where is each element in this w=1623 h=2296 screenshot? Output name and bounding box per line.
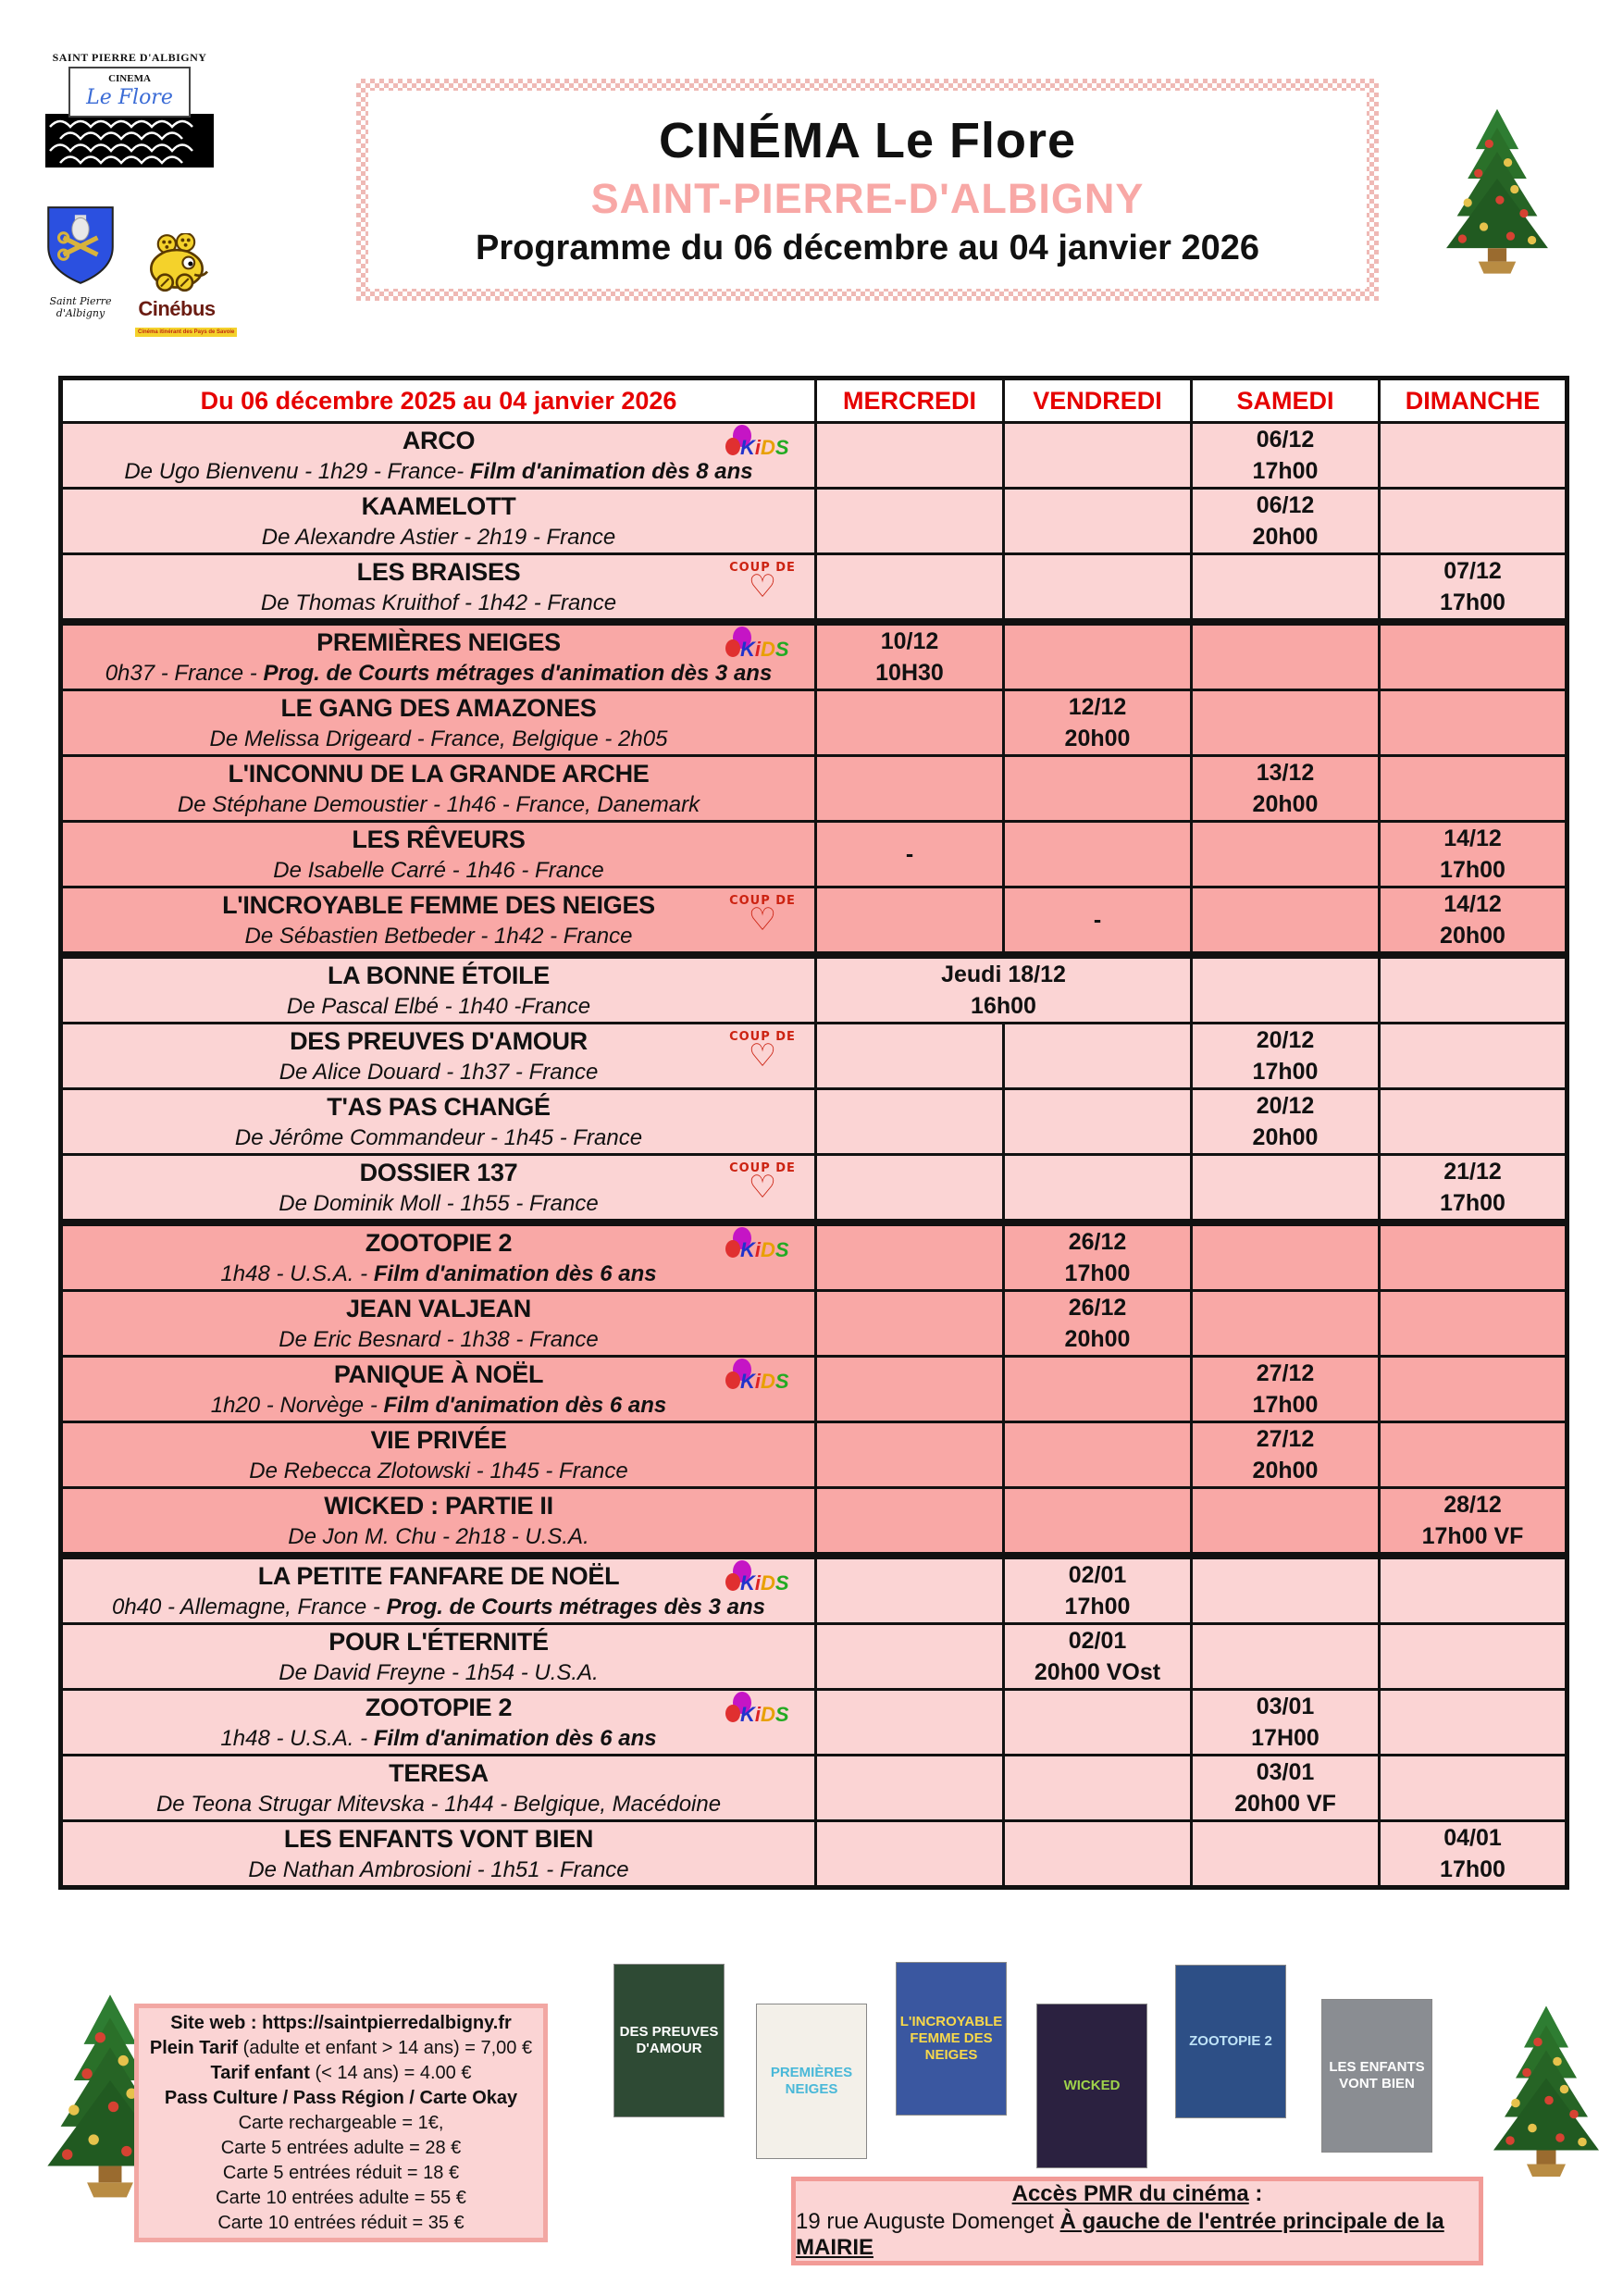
schedule-cell-vendredi [1004, 1690, 1192, 1756]
schedule-cell-mercredi [816, 690, 1004, 756]
schedule-cell-samedi [1192, 1422, 1380, 1488]
film-title: DES PREUVES D'AMOUR [290, 1026, 588, 1055]
showtime-line: 26/12 [1068, 1295, 1127, 1321]
film-poster-title: ZOOTOPIE 2 [1189, 2033, 1272, 2049]
schedule-cell-mercredi [816, 423, 1004, 489]
film-row [61, 1155, 1567, 1223]
film-info-cell [61, 1422, 816, 1488]
schedule-cell-mercredi [816, 1488, 1004, 1557]
film-row [61, 489, 1567, 554]
schedule-cell-vendredi [1004, 756, 1192, 822]
showtime-line: - [1093, 907, 1102, 933]
pricing-line: Carte rechargeable = 1€, [238, 2112, 444, 2133]
showtime-line: 17h00 [1440, 857, 1505, 883]
schedule-cell-mercredi [816, 1422, 1004, 1488]
film-row [61, 423, 1567, 489]
schedule-cell-mercredi [816, 1222, 1004, 1291]
film-title: T'AS PAS CHANGÉ [327, 1092, 551, 1121]
film-details: 0h40 - Allemagne, France - Prog. de Courts métrages dès 3 ans [111, 1594, 766, 1620]
schedule-cell-mercredi [816, 554, 1004, 623]
film-title: LES RÊVEURS [352, 825, 526, 853]
film-poster-title: LES ENFANTS VONT BIEN [1329, 2059, 1425, 2091]
showtime-line: 17H00 [1251, 1725, 1319, 1751]
film-row [61, 756, 1567, 822]
film-details: 1h20 - Norvège - Film d'animation dès 6 ans [210, 1392, 667, 1418]
schedule-cell-mercredi [816, 822, 1004, 887]
schedule-cell-samedi [1192, 622, 1380, 690]
schedule-cell-samedi [1192, 1222, 1380, 1291]
coup-de-coeur-heart-icon: COUP DE ♡ [729, 1030, 796, 1074]
schedule-cell-mercredi [816, 887, 1004, 956]
pricing-line: Site web : https://saintpierredalbigny.fr [170, 2012, 512, 2033]
showtime-line: 17h00 [1440, 590, 1505, 615]
schedule-cell-dimanche [1380, 1756, 1567, 1821]
showtime-line: 17h00 [1440, 1856, 1505, 1882]
cinebus-name: Cinébus [138, 297, 216, 320]
cinebus-bus-icon [137, 233, 217, 294]
schedule-cell-samedi [1192, 1357, 1380, 1422]
logo-sign [68, 67, 191, 118]
film-details: 1h48 - U.S.A. - Film d'animation dès 6 ans [220, 1725, 657, 1751]
showtime-line: 02/01 [1068, 1562, 1127, 1588]
showtime-line: 20h00 [1252, 1124, 1319, 1150]
film-info-cell [61, 1488, 816, 1557]
schedule-cell-vendredi [1004, 1624, 1192, 1690]
schedule-cell-dimanche [1380, 1690, 1567, 1756]
film-title: LE GANG DES AMAZONES [280, 693, 597, 722]
film-info-cell [61, 1291, 816, 1357]
film-title: DOSSIER 137 [359, 1158, 518, 1186]
schedule-cell-samedi [1192, 1089, 1380, 1155]
showtime-line: 20h00 [1064, 1326, 1131, 1352]
film-details: De Thomas Kruithof - 1h42 - France [260, 590, 617, 615]
film-row [61, 1690, 1567, 1756]
schedule-cell-samedi [1192, 1556, 1380, 1624]
film-details: De Alexandre Astier - 2h19 - France [261, 524, 616, 550]
showtime-line: 17h00 [1064, 1594, 1131, 1620]
showtime-line: 27/12 [1256, 1360, 1315, 1386]
showtime-line: 06/12 [1256, 427, 1315, 453]
showtime-line: 17h00 [1252, 1392, 1319, 1418]
logo-cinema-name: Le Flore [86, 86, 173, 109]
showtime-line: 07/12 [1443, 558, 1502, 584]
schedule-cell-dimanche [1380, 1357, 1567, 1422]
schedule-cell-vendredi [1004, 1422, 1192, 1488]
schedule-cell-samedi [1192, 554, 1380, 623]
coup-de-coeur-heart-icon: COUP DE ♡ [729, 561, 796, 605]
film-row [61, 1024, 1567, 1089]
film-row [61, 1222, 1567, 1291]
film-details: De Stéphane Demoustier - 1h46 - France, Danemark [177, 791, 700, 817]
schedule-cell-vendredi [1004, 1357, 1192, 1422]
showtime-line: 12/12 [1068, 694, 1127, 720]
showtime-line: 03/01 [1256, 1694, 1315, 1719]
film-info-cell [61, 690, 816, 756]
film-details: De Ugo Bienvenu - 1h29 - France- Film d'animation dès 8 ans [124, 458, 753, 484]
film-details: De Melissa Drigeard - France, Belgique - 2h05 [209, 726, 668, 751]
theater-seats-icon [45, 114, 214, 168]
film-title: JEAN VALJEAN [346, 1294, 531, 1322]
film-info-cell [61, 1024, 816, 1089]
logo-town-name: SAINT PIERRE D'ALBIGNY [52, 51, 207, 64]
schedule-cell-vendredi [1004, 887, 1192, 956]
showtime-line: 03/01 [1256, 1759, 1315, 1785]
showtime-line: 20h00 [1252, 791, 1319, 817]
film-info-cell [61, 887, 816, 956]
schedule-cell-mercredi [816, 1357, 1004, 1422]
showtime-line: 20h00 [1252, 524, 1319, 550]
pricing-line: Carte 5 entrées réduit = 18 € [222, 2162, 460, 2183]
schedule-cell-mercredi [816, 1690, 1004, 1756]
showtime-line: Jeudi 18/12 [941, 962, 1066, 987]
schedule-cell-dimanche [1380, 1488, 1567, 1557]
schedule-cell-mercredi [816, 1024, 1004, 1089]
schedule-cell-samedi [1192, 1488, 1380, 1557]
schedule-cell-vendredi [1004, 1089, 1192, 1155]
film-poster [1036, 2004, 1147, 2168]
cinema-le-flore-logo [37, 51, 222, 168]
film-details: 0h37 - France - Prog. de Courts métrages d'animation dès 3 ans [105, 660, 773, 686]
film-poster [1175, 1965, 1286, 2118]
film-poster-title: WICKED [1063, 2078, 1121, 2093]
schedule-cell-dimanche [1380, 1291, 1567, 1357]
schedule-cell-vendredi [1004, 1155, 1192, 1223]
schedule-cell-vendredi [1004, 423, 1192, 489]
showtime-line: 13/12 [1256, 760, 1315, 786]
schedule-cell-samedi [1192, 1624, 1380, 1690]
film-info-cell [61, 554, 816, 623]
film-row [61, 554, 1567, 623]
film-poster-title: DES PREUVES D'AMOUR [619, 2024, 719, 2056]
showtime-line: 27/12 [1256, 1426, 1315, 1452]
showtime-line: 26/12 [1068, 1229, 1127, 1255]
pricing-box [134, 2004, 548, 2242]
film-title: LA PETITE FANFARE DE NOËL [257, 1561, 620, 1590]
showtime-line: 20h00 VF [1234, 1791, 1336, 1817]
film-row [61, 822, 1567, 887]
showtime-line: 04/01 [1443, 1825, 1502, 1851]
schedule-cell-mercredi [816, 1821, 1004, 1888]
schedule-cell-dimanche [1380, 423, 1567, 489]
film-row [61, 1422, 1567, 1488]
film-poster-title: PREMIÈRES NEIGES [770, 2065, 853, 2097]
schedule-cell-jeudi-merged [816, 955, 1192, 1024]
schedule-cell-vendredi [1004, 1821, 1192, 1888]
film-details: De Teona Strugar Mitevska - 1h44 - Belgique, Macédoine [155, 1791, 722, 1817]
program-table [58, 376, 1569, 1890]
schedule-cell-mercredi [816, 489, 1004, 554]
showtime-line: 17h00 [1252, 1059, 1319, 1085]
film-row [61, 622, 1567, 690]
showtime-line: 17h00 [1440, 1190, 1505, 1216]
film-title: POUR L'ÉTERNITÉ [328, 1627, 549, 1656]
schedule-cell-samedi [1192, 1756, 1380, 1821]
schedule-cell-samedi [1192, 1155, 1380, 1223]
logo-cinema-label: CINEMA [108, 73, 151, 84]
pricing-line: Pass Culture / Pass Région / Carte Okay [164, 2087, 518, 2108]
schedule-cell-dimanche [1380, 1222, 1567, 1291]
schedule-cell-dimanche [1380, 756, 1567, 822]
film-title: ARCO [402, 426, 476, 454]
film-info-cell: PREMIÈRES NEIGES 0h37 - France - Prog. de Courts métrages d'animation dès 3 ans KiDS [61, 622, 816, 690]
film-title: L'INCROYABLE FEMME DES NEIGES [222, 890, 655, 919]
schedule-cell-dimanche [1380, 955, 1567, 1024]
schedule-cell-mercredi [816, 1624, 1004, 1690]
showtime-line: 21/12 [1443, 1159, 1502, 1185]
film-info-cell [61, 1821, 816, 1888]
film-info-cell [61, 1089, 816, 1155]
schedule-cell-samedi [1192, 756, 1380, 822]
schedule-cell-mercredi [816, 756, 1004, 822]
showtime-line: 17h00 [1252, 458, 1319, 484]
film-info-cell: ARCO De Ugo Bienvenu - 1h29 - France- Film d'animation dès 8 ans KiDS [61, 423, 816, 489]
schedule-cell-dimanche [1380, 822, 1567, 887]
showtime-line: 06/12 [1256, 492, 1315, 518]
showtime-line: 20/12 [1256, 1093, 1315, 1119]
schedule-cell-mercredi [816, 1089, 1004, 1155]
showtime-line: 20h00 [1440, 923, 1505, 949]
schedule-cell-dimanche [1380, 1422, 1567, 1488]
film-info-cell [61, 1756, 816, 1821]
film-details: De Sébastien Betbeder - 1h42 - France [244, 923, 633, 949]
coat-of-arms-caption: Saint Pierre d'Albigny [49, 295, 112, 319]
schedule-cell-vendredi [1004, 1024, 1192, 1089]
coup-de-coeur-heart-icon: COUP DE ♡ [729, 1161, 796, 1206]
showtime-line: 17h00 [1064, 1260, 1131, 1286]
pricing-line: Tarif enfant (< 14 ans) = 4.00 € [210, 2062, 472, 2083]
schedule-cell-mercredi [816, 622, 1004, 690]
showtime-line: 20/12 [1256, 1027, 1315, 1053]
schedule-cell-dimanche [1380, 1089, 1567, 1155]
film-row [61, 1357, 1567, 1422]
film-info-cell [61, 1155, 816, 1223]
showtime-line: 16h00 [971, 993, 1036, 1019]
schedule-cell-samedi [1192, 822, 1380, 887]
film-info-cell: PANIQUE À NOËL 1h20 - Norvège - Film d'animation dès 6 ans KiDS [61, 1357, 816, 1422]
schedule-cell-dimanche [1380, 1024, 1567, 1089]
schedule-cell-dimanche [1380, 887, 1567, 956]
film-row [61, 1821, 1567, 1888]
film-info-cell [61, 1624, 816, 1690]
showtime-line: 14/12 [1443, 891, 1502, 917]
film-row [61, 1624, 1567, 1690]
showtime-line: 10H30 [875, 660, 944, 686]
film-info-cell: ZOOTOPIE 2 1h48 - U.S.A. - Film d'animation dès 6 ans KiDS [61, 1690, 816, 1756]
film-title: TERESA [389, 1758, 489, 1787]
showtime-line: 20h00 VOst [1034, 1659, 1161, 1685]
film-title: VIE PRIVÉE [370, 1425, 507, 1454]
film-info-cell [61, 822, 816, 887]
schedule-cell-dimanche [1380, 554, 1567, 623]
schedule-cell-vendredi [1004, 1222, 1192, 1291]
schedule-cell-vendredi [1004, 554, 1192, 623]
schedule-cell-vendredi [1004, 1556, 1192, 1624]
pmr-access-box [791, 2177, 1483, 2265]
film-info-cell [61, 955, 816, 1024]
schedule-cell-samedi [1192, 1291, 1380, 1357]
day-header-dimanche: DIMANCHE [1380, 379, 1567, 423]
film-details: 1h48 - U.S.A. - Film d'animation dès 6 ans [220, 1260, 657, 1286]
schedule-cell-vendredi [1004, 1291, 1192, 1357]
schedule-cell-samedi [1192, 887, 1380, 956]
film-details: De Eric Besnard - 1h38 - France [279, 1326, 599, 1352]
film-title: L'INCONNU DE LA GRANDE ARCHE [228, 759, 650, 788]
schedule-cell-samedi [1192, 1690, 1380, 1756]
showtime-line: 20h00 [1064, 726, 1131, 751]
page-subtitle: SAINT-PIERRE-D'ALBIGNY [590, 174, 1145, 222]
film-info-cell [61, 489, 816, 554]
film-title: LA BONNE ÉTOILE [327, 961, 551, 989]
coup-de-coeur-heart-icon: COUP DE ♡ [729, 894, 796, 938]
schedule-cell-vendredi [1004, 622, 1192, 690]
page-title: CINÉMA Le Flore [658, 112, 1077, 168]
day-header-mercredi: MERCREDI [816, 379, 1004, 423]
schedule-cell-vendredi [1004, 1756, 1192, 1821]
film-details: De Alice Douard - 1h37 - France [279, 1059, 599, 1085]
film-row [61, 955, 1567, 1024]
pmr-title: Accès PMR du cinéma : [1011, 2181, 1263, 2206]
showtime-line: 17h00 VF [1421, 1523, 1524, 1549]
film-row [61, 1756, 1567, 1821]
schedule-cell-samedi [1192, 423, 1380, 489]
film-info-cell: LA PETITE FANFARE DE NOËL 0h40 - Allemagne, France - Prog. de Courts métrages dès 3 ans KiDS [61, 1556, 816, 1624]
schedule-cell-mercredi [816, 1291, 1004, 1357]
film-poster [613, 1964, 725, 2117]
period-header-cell: Du 06 décembre 2025 au 04 janvier 2026 [61, 379, 816, 423]
film-title: PANIQUE À NOËL [333, 1359, 544, 1388]
schedule-cell-mercredi [816, 1756, 1004, 1821]
film-row [61, 1089, 1567, 1155]
schedule-cell-dimanche [1380, 690, 1567, 756]
film-title: WICKED : PARTIE II [324, 1491, 553, 1520]
film-title: KAAMELOTT [361, 491, 516, 520]
film-info-cell: ZOOTOPIE 2 1h48 - U.S.A. - Film d'animation dès 6 ans KiDS [61, 1222, 816, 1291]
film-row [61, 1488, 1567, 1557]
film-details: De Jon M. Chu - 2h18 - U.S.A. [288, 1523, 589, 1549]
schedule-cell-samedi [1192, 1024, 1380, 1089]
schedule-cell-vendredi [1004, 1488, 1192, 1557]
schedule-cell-vendredi [1004, 822, 1192, 887]
film-details: De Rebecca Zlotowski - 1h45 - France [249, 1458, 628, 1483]
christmas-tree-icon [1427, 104, 1567, 278]
schedule-cell-dimanche [1380, 622, 1567, 690]
schedule-cell-dimanche [1380, 1624, 1567, 1690]
pricing-line: Plein Tarif (adulte et enfant > 14 ans) = 7,00 € [149, 2037, 533, 2058]
program-table-body [61, 379, 1567, 1888]
film-title: ZOOTOPIE 2 [365, 1693, 513, 1721]
pricing-line: Carte 5 entrées adulte = 28 € [220, 2137, 462, 2158]
table-header-row [61, 379, 1567, 423]
coat-of-arms-shield-icon [44, 204, 117, 289]
film-info-cell [61, 756, 816, 822]
film-row [61, 690, 1567, 756]
film-title: LES ENFANTS VONT BIEN [283, 1824, 594, 1853]
cinebus-logo [135, 233, 235, 338]
showtime-line: 20h00 [1252, 1458, 1319, 1483]
schedule-cell-mercredi [816, 1155, 1004, 1223]
schedule-cell-vendredi [1004, 690, 1192, 756]
schedule-cell-dimanche [1380, 1556, 1567, 1624]
schedule-cell-vendredi [1004, 489, 1192, 554]
town-coat-of-arms [41, 204, 120, 319]
title-box [356, 79, 1379, 301]
cinebus-tagline: Cinéma itinérant des Pays de Savoie [135, 328, 237, 337]
pmr-address: 19 rue Auguste Domenget À gauche de l'entrée principale de la MAIRIE [796, 2209, 1444, 2260]
film-title: PREMIÈRES NEIGES [316, 627, 561, 656]
film-row [61, 887, 1567, 956]
film-title: ZOOTOPIE 2 [365, 1228, 513, 1257]
film-poster [756, 2004, 867, 2159]
schedule-cell-dimanche [1380, 489, 1567, 554]
showtime-line: 02/01 [1068, 1628, 1127, 1654]
program-period: Programme du 06 décembre au 04 janvier 2026 [476, 228, 1259, 267]
film-poster [896, 1962, 1007, 2116]
schedule-cell-dimanche [1380, 1821, 1567, 1888]
film-details: De Nathan Ambrosioni - 1h51 - France [248, 1856, 629, 1882]
film-details: De Isabelle Carré - 1h46 - France [273, 857, 604, 883]
film-details: De David Freyne - 1h54 - U.S.A. [279, 1659, 599, 1685]
pricing-line: Carte 10 entrées réduit = 35 € [217, 2212, 465, 2233]
pricing-box-lines [150, 2011, 532, 2236]
film-details: De Pascal Elbé - 1h40 -France [286, 993, 591, 1019]
film-details: De Dominik Moll - 1h55 - France [279, 1190, 599, 1216]
schedule-cell-samedi [1192, 955, 1380, 1024]
schedule-cell-samedi [1192, 1821, 1380, 1888]
showtime-line: 10/12 [880, 628, 939, 654]
film-details: De Jérôme Commandeur - 1h45 - France [234, 1124, 643, 1150]
film-title: LES BRAISES [356, 557, 521, 586]
schedule-cell-dimanche [1380, 1155, 1567, 1223]
film-poster [1321, 1999, 1432, 2153]
day-header-samedi: SAMEDI [1192, 379, 1380, 423]
showtime-line: - [905, 841, 914, 867]
christmas-tree-icon [1477, 1988, 1616, 2193]
showtime-line: 28/12 [1443, 1492, 1502, 1518]
showtime-line: 14/12 [1443, 825, 1502, 851]
schedule-cell-mercredi [816, 1556, 1004, 1624]
film-row [61, 1291, 1567, 1357]
film-poster-title: L'INCROYABLE FEMME DES NEIGES [899, 2014, 1003, 2063]
schedule-cell-samedi [1192, 690, 1380, 756]
film-row [61, 1556, 1567, 1624]
day-header-vendredi: VENDREDI [1004, 379, 1192, 423]
schedule-cell-samedi [1192, 489, 1380, 554]
pricing-line: Carte 10 entrées adulte = 55 € [216, 2187, 466, 2208]
